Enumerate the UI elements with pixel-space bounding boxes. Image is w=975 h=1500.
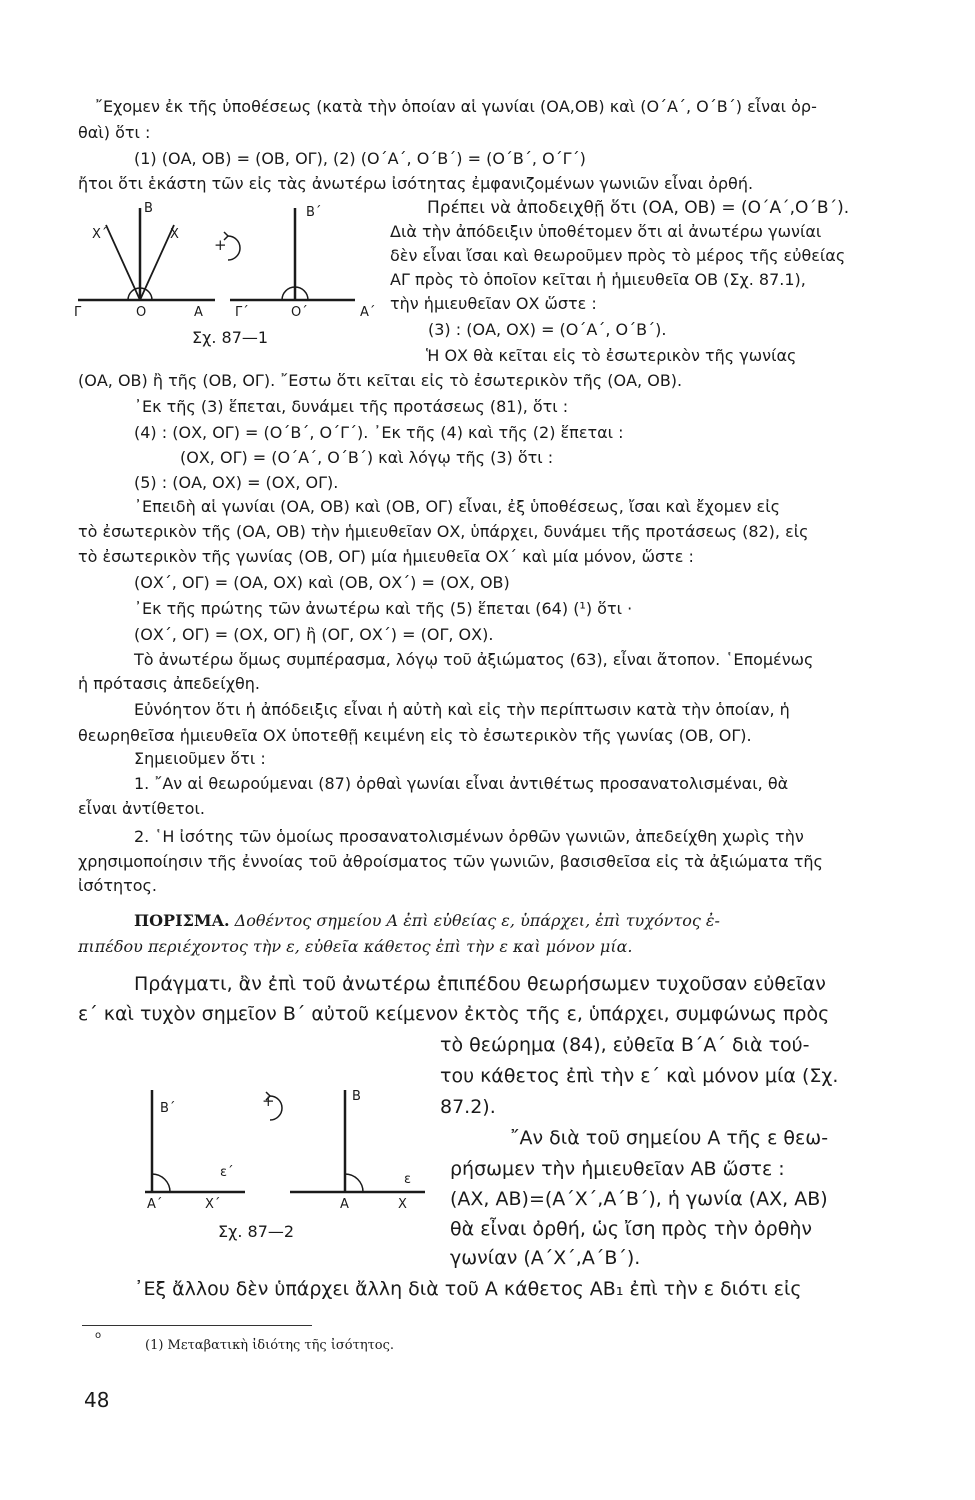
big-text-line: Πράγματι, ἂν ἐπὶ τοῦ ἀνωτέρω ἐπιπέδου θεωρήσωμεν τυχοῦσαν εὐθεῖαν: [134, 973, 826, 995]
equation-line: (1) (ΟΑ, ΟΒ) = (ΟΒ, ΟΓ), (2) (Ο΄Α΄, Ο΄Β΄) = (Ο΄Β΄, Ο΄Γ΄): [134, 149, 586, 168]
fig2-label-B: Β: [352, 1089, 361, 1104]
fig2-label-A: Α: [340, 1197, 349, 1212]
text-line: Σημειοῦμεν ὅτι :: [134, 749, 266, 768]
fig1-label-A: Α: [194, 305, 203, 320]
text-line: χρησιμοποίησιν τῆς ἐννοίας τοῦ ἀθροίσματος τῶν γωνιῶν, βασισθεῖσα εἰς τὰ ἀξιώματα τῆς: [78, 852, 823, 871]
margin-mark: o: [95, 1330, 102, 1341]
angle-arc-a-prime: [152, 1174, 170, 1192]
text-line: τὸ ἐσωτερικὸν τῆς γωνίας (ΟΒ, ΟΓ) μία ἡμιευθεῖα ΟΧ΄ καὶ μία μόνον, ὥστε :: [78, 547, 694, 566]
text-line: τὸ ἐσωτερικὸν τῆς (ΟΑ, ΟΒ) τὴν ἡμιευθεῖαν ΟΧ, ὑπάρχει, δυνάμει τῆς προτάσεως (82), εἰς: [78, 522, 809, 541]
text-line: ἰσότητος.: [78, 876, 158, 895]
fig1-label-X-prime: Χ΄: [92, 227, 108, 242]
text-line: ᾿Επειδὴ αἱ γωνίαι (ΟΑ, ΟΒ) καὶ (ΟΒ, ΟΓ) εἶναι, ἐξ ὑποθέσεως, ἴσαι καὶ ἔχομεν εἰς: [134, 497, 780, 516]
fig2-label-X-prime: Χ΄: [205, 1197, 221, 1212]
big-text-line: 87.2).: [440, 1096, 496, 1118]
fig2-label-e-prime: ε΄: [220, 1165, 234, 1180]
big-text-line: ῎Αν διὰ τοῦ σημείου Α τῆς ε θεω-: [510, 1127, 829, 1149]
text-line: Εὐνόητον ὅτι ἡ ἀπόδειξις εἶναι ἡ αὐτὴ καὶ εἰς τὴν περίπτωσιν κατὰ τὴν ὁποίαν, ἡ: [134, 700, 790, 719]
text-line: 2. ῾Η ἰσότης τῶν ὁμοίως προσανατολισμένων ὀρθῶν γωνιῶν, ἀπεδείχθη χωρὶς τὴν: [134, 827, 804, 846]
fig1-label-B-prime: Β΄: [306, 205, 322, 220]
big-text-line: (ΑΧ, ΑΒ)=(Α΄Χ΄,Α΄Β΄), ἡ γωνία (ΑΧ, ΑΒ): [450, 1188, 828, 1210]
fig1-label-A-prime: Α΄: [360, 305, 376, 320]
equation-line: (3) : (ΟΑ, ΟΧ) = (Ο΄Α΄, Ο΄Β΄).: [428, 320, 667, 339]
fig1-label-O: Ο: [136, 305, 147, 320]
text-line: Διὰ τὴν ἀπόδειξιν ὑποθέτομεν ὅτι αἱ ἀνωτέρω γωνίαι: [390, 222, 822, 241]
angle-arc-a: [345, 1174, 363, 1192]
footnote-rule: [82, 1325, 312, 1326]
fig2-label-e: ε: [404, 1172, 412, 1187]
big-text-line: ε΄ καὶ τυχὸν σημεῖον Β΄ αὐτοῦ κείμενον ἐκτὸς τῆς ε, ὑπάρχει, συμφώνως πρὸς: [78, 1003, 830, 1025]
text-line: εἶναι ἀντίθετοι.: [78, 799, 205, 818]
porisma-line-1: [134, 911, 720, 931]
porisma-line-2: πιπέδου περιέχοντος τὴν ε, εὐθεῖα κάθετος ἐπὶ τὴν ε καὶ μόνον μία.: [78, 937, 633, 956]
fig1-label-B: Β: [144, 201, 153, 216]
text-line: ἤτοι ὅτι ἑκάστη τῶν εἰς τὰς ἀνωτέρω ἰσότητας ἐμφανιζομένων γωνιῶν εἶναι ὀρθή.: [78, 174, 754, 193]
page-number: 48: [84, 1388, 110, 1412]
footnote: (1) Μεταβατικὴ ἰδιότης τῆς ἰσότητος.: [145, 1338, 395, 1353]
text-line: ἡ πρότασις ἀπεδείχθη.: [78, 674, 260, 693]
fig1-label-Gamma: Γ: [74, 305, 82, 320]
equation-line: (5) : (ΟΑ, ΟΧ) = (ΟΧ, ΟΓ).: [134, 473, 339, 492]
big-text-line: τὸ θεώρημα (84), εὐθεῖα Β΄Α΄ διὰ τού-: [440, 1034, 810, 1056]
text-line: θαὶ) ὅτι :: [78, 123, 151, 142]
text-line: (ΟΑ, ΟΒ) ἢ τῆς (ΟΒ, ΟΓ). ῎Εστω ὅτι κεῖται εἰς τὸ ἐσωτερικὸν τῆς (ΟΑ, ΟΒ).: [78, 371, 683, 390]
orientation-arc-icon: [228, 236, 240, 260]
porisma-label: ΠΟΡΙΣΜΑ.: [134, 911, 230, 930]
big-text-line: του κάθετος ἐπὶ τὴν ε΄ καὶ μόνον μία (Σχ.: [440, 1065, 839, 1087]
big-text-line: ρήσωμεν τὴν ἡμιευθεῖαν ΑΒ ὥστε :: [450, 1158, 785, 1180]
fig2-label-B-prime: Β΄: [160, 1101, 176, 1116]
text-line: δὲν εἶναι ἴσαι καὶ θεωροῦμεν πρὸς τὸ μέρος τῆς εὐθείας: [390, 246, 846, 265]
text-line: Ἡ ΟΧ θὰ κεῖται εἰς τὸ ἐσωτερικὸν τῆς γωνίας: [426, 346, 797, 365]
text-line: ᾿Εκ τῆς πρώτης τῶν ἀνωτέρω καὶ τῆς (5) ἕπεται (64) (¹) ὅτι ·: [134, 599, 633, 618]
equation-line: (ΟΧ, ΟΓ) = (Ο΄Α΄, Ο΄Β΄) καὶ λόγῳ τῆς (3) ὅτι :: [180, 448, 554, 467]
text-line: ῎Εχομεν ἐκ τῆς ὑποθέσεως (κατὰ τὴν ὁποίαν αἱ γωνίαι (ΟΑ,ΟΒ) καὶ (Ο΄Α΄, Ο΄Β΄) εἶναι ὀρ-: [95, 97, 817, 116]
fig2-label-A-prime: Α΄: [147, 1197, 163, 1212]
fig1-label-Gamma-prime: Γ΄: [235, 305, 249, 320]
fig1-label-O-prime: Ο΄: [291, 305, 308, 320]
big-text-line: θὰ εἶναι ὀρθή, ὡς ἴση πρὸς τὴν ὀρθὴν: [450, 1218, 812, 1240]
fig1-label-X: Χ: [170, 227, 179, 242]
porisma-statement: Δοθέντος σημείου Α ἐπὶ εὐθείας ε, ὑπάρχει, ἐπὶ τυχόντος ἐ-: [234, 911, 720, 930]
text-line: τὴν ἡμιευθεῖαν ΟΧ ὥστε :: [390, 294, 597, 313]
big-text-line: γωνίαν (Α΄Χ΄,Α΄Β΄).: [450, 1247, 641, 1269]
big-text-line: ᾿Εξ ἄλλου δὲν ὑπάρχει ἄλλη διὰ τοῦ Α κάθετος ΑΒ₁ ἐπὶ τὴν ε διότι εἰς: [134, 1278, 802, 1300]
text-line: ΑΓ πρὸς τὸ ὁποῖον κεῖται ἡ ἡμιευθεῖα ΟΒ (Σχ. 87.1),: [390, 270, 806, 289]
text-line: Πρέπει νὰ ἀποδειχθῇ ὅτι (ΟΑ, ΟΒ) = (Ο΄Α΄,Ο΄Β΄).: [427, 198, 850, 218]
figure-87-2: [135, 1080, 435, 1210]
equation-line: (ΟΧ΄, ΟΓ) = (ΟΑ, ΟΧ) καὶ (ΟΒ, ΟΧ΄) = (ΟΧ, ΟΒ): [134, 573, 510, 592]
text-line: ᾿Εκ τῆς (3) ἕπεται, δυνάμει τῆς προτάσεως (81), ὅτι :: [134, 397, 569, 416]
figure-87-1-caption: Σχ. 87—1: [192, 328, 269, 347]
text-line: θεωρηθεῖσα ἡμιευθεῖα ΟΧ ὑποτεθῇ κειμένη εἰς τὸ ἐσωτερικὸν τῆς γωνίας (ΟΒ, ΟΓ).: [78, 726, 752, 745]
figure-87-2-caption: Σχ. 87—2: [218, 1222, 295, 1241]
fig2-label-X: Χ: [398, 1197, 407, 1212]
fig2-plus-icon: +: [262, 1092, 275, 1110]
text-line: Τὸ ἀνωτέρω ὅμως συμπέρασμα, λόγῳ τοῦ ἀξιώματος (63), εἶναι ἄτοπον. ῾Επομένως: [134, 650, 814, 669]
equation-line: (4) : (ΟΧ, ΟΓ) = (Ο΄Β΄, Ο΄Γ΄). ᾿Εκ τῆς (4) καὶ τῆς (2) ἕπεται :: [134, 423, 624, 442]
fig1-plus-icon: +: [214, 236, 227, 254]
equation-line: (ΟΧ΄, ΟΓ) = (ΟΧ, ΟΓ) ἢ (ΟΓ, ΟΧ΄) = (ΟΓ, ΟΧ).: [134, 625, 494, 644]
text-line: 1. ῎Αν αἱ θεωρούμεναι (87) ὀρθαὶ γωνίαι εἶναι ἀντιθέτως προσανατολισμέναι, θὰ: [134, 774, 789, 793]
